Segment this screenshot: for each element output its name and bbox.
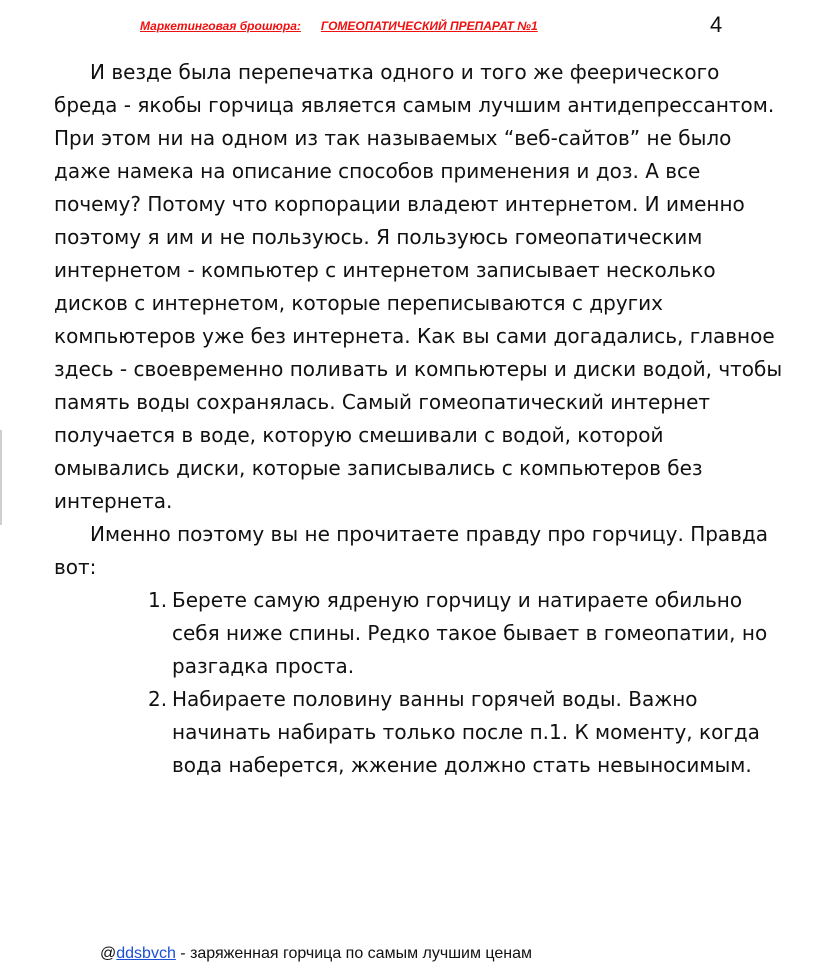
footer-at: @ xyxy=(100,945,117,962)
page-number: 4 xyxy=(710,12,723,37)
document-body xyxy=(54,56,784,782)
page-header xyxy=(140,19,700,33)
list-item-number: 1. xyxy=(148,588,168,612)
left-edge-mark xyxy=(0,430,2,525)
list-item-text: Набираете половину ванны горячей воды. Важно начинать набирать только после п.1. К моменту, когда вода наберется, жжение должно стать невыносимым. xyxy=(172,687,760,777)
list-item-number: 2. xyxy=(148,687,168,711)
instruction-list xyxy=(54,584,784,782)
footer-tagline: - заряженная горчица по самым лучшим ценам xyxy=(175,945,533,962)
author-handle-link[interactable]: ddsbvch xyxy=(116,945,176,962)
brochure-title: ГОМЕОПАТИЧЕСКИЙ ПРЕПАРАТ №1 xyxy=(320,19,538,33)
list-item-text: Берете самую ядреную горчицу и натираете обильно себя ниже спины. Редко такое бывает в гомеопатии, но разгадка проста. xyxy=(172,588,768,678)
brochure-label: Маркетинговая брошюра: xyxy=(140,19,301,33)
paragraph: Именно поэтому вы не прочитаете правду про горчицу. Правда вот: xyxy=(54,522,769,579)
list-item xyxy=(148,683,784,782)
footer xyxy=(100,945,532,963)
paragraph: И везде была перепечатка одного и того же феерического бреда - якобы горчица является самым лучшим антидепрессантом. При этом ни на одном из так называемых “веб-сайтов” не было даже намека на описание способов применения и доз. А все почему? Потому что корпорации владеют интернетом. И именно поэтому я им и не пользуюсь. Я пользуюсь гомеопатическим интернетом - компьютер с интернетом записывает несколько дисков с интернетом, которые переписываются с других компьютеров уже без интернета. Как вы сами догадались, главное здесь - своевременно поливать и компьютеры и диски водой, чтобы память воды сохранялась. Самый гомеопатический интернет получается в воде, которую смешивали с водой, которой омывались диски, которые записывались с компьютеров без интернета. xyxy=(54,60,783,513)
list-item xyxy=(148,584,784,683)
